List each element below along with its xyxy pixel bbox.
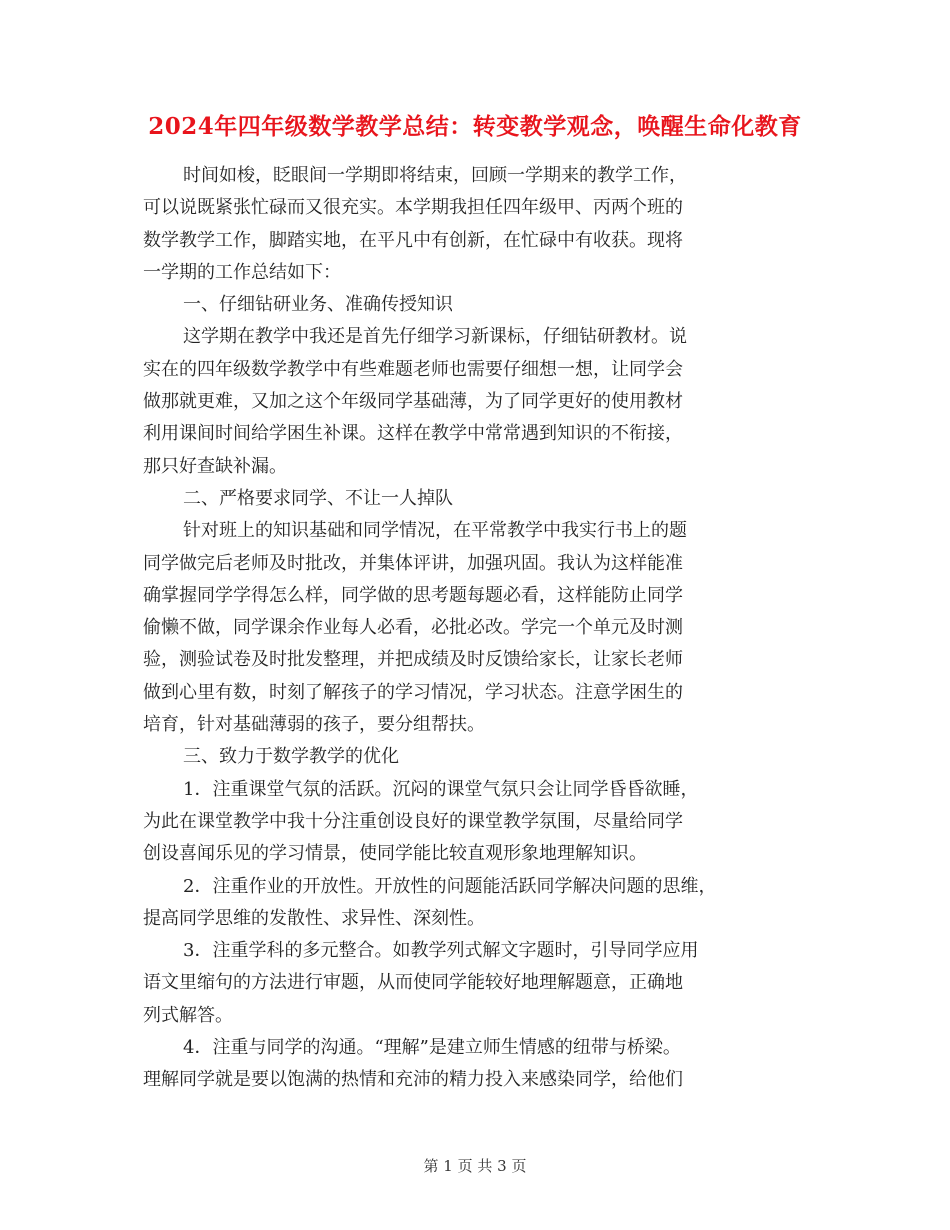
list-item-1: 1．注重课堂气氛的活跃。沉闷的课堂气氛只会让同学昏昏欲睡， 为此在课堂教学中我十分注重创设良好的课堂教学氛围，尽量给同学 创设喜闻乐见的学习情景，使同学能比较直观形象地理解知识。	[143, 778, 699, 865]
section-2-paragraph: 针对班上的知识基础和同学情况，在平常教学中我实行书上的题 同学做完后老师及时批改，并集体评讲，加强巩固。我认为这样能准 确掌握同学学得怎么样，同学做的思考题每题必看，这样能防止同学 偷懒不做，同学课余作业每人必看，必批必改。学完一个单元及时测 验，测验试卷及时批发整理，并把成绩及时反馈给家长，让家长老师 做到心里有数，时刻了解孩子的学习情况，学习状态。注意学困生的 培育，针对基础薄弱的孩子，要分组帮扶。	[143, 520, 687, 736]
section-heading-2: 二、严格要求同学、不让一人掉队	[183, 487, 453, 509]
page-number-footer: 第 1 页 共 3 页	[423, 1157, 527, 1175]
list-item-4: 4．注重与同学的沟通。“理解”是建立师生情感的纽带与桥梁。 理解同学就是要以饱满的热情和充沛的精力投入来感染同学，给他们	[143, 1037, 683, 1091]
document-body	[143, 160, 823, 1097]
document-title: 2024年四年级数学教学总结：转变教学观念，唤醒生命化教育	[148, 113, 802, 140]
section-heading-1: 一、仔细钻研业务、准确传授知识	[183, 294, 453, 316]
section-heading-3: 三、致力于数学教学的优化	[183, 746, 399, 768]
list-item-2: 2．注重作业的开放性。开放性的问题能活跃同学解决问题的思维， 提高同学思维的发散性、求异性、深刻性。	[143, 875, 717, 929]
intro-paragraph: 时间如梭，眨眼间一学期即将结束，回顾一学期来的教学工作， 可以说既紧张忙碌而又很充实。本学期我担任四年级甲、丙两个班的 数学教学工作，脚踏实地，在平凡中有创新，在忙碌中有收获。现将 一学期的工作总结如下：	[143, 165, 687, 283]
section-1-paragraph: 这学期在教学中我还是首先仔细学习新课标，仔细钻研教材。说 实在的四年级数学教学中有些难题老师也需要仔细想一想，让同学会 做那就更难，又加之这个年级同学基础薄，为了同学更好的使用教材 利用课间时间给学困生补课。这样在教学中常常遇到知识的不衔接， 那只好查缺补漏。	[143, 326, 687, 477]
list-item-3: 3．注重学科的多元整合。如教学列式解文字题时，引导同学应用 语文里缩句的方法进行审题，从而使同学能较好地理解题意，正确地 列式解答。	[143, 940, 699, 1026]
